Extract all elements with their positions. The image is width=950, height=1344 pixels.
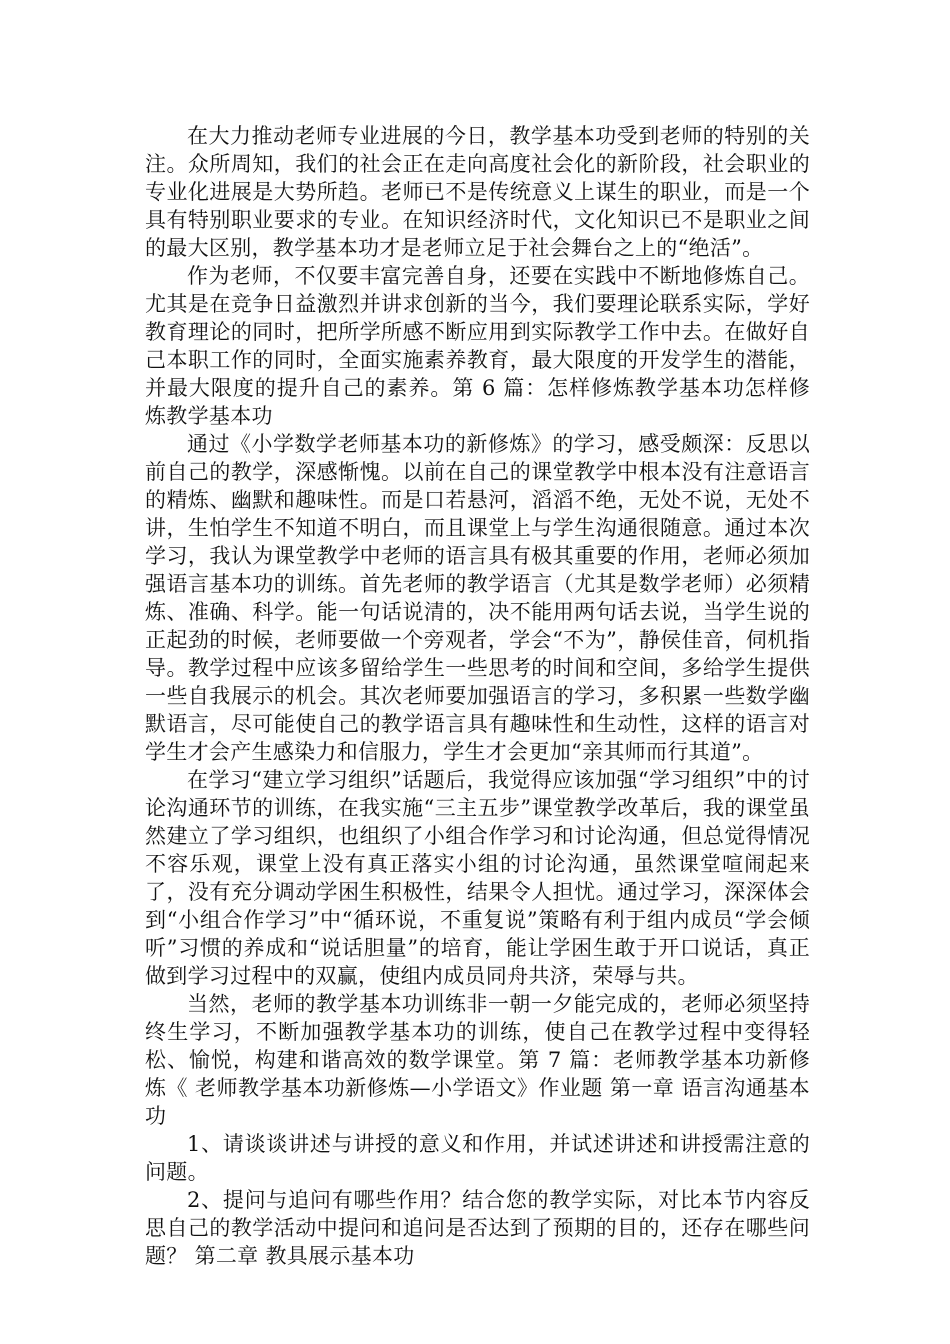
document-body: [145, 122, 810, 1270]
paragraph-teaching-skills-intro: 在大力推动老师专业进展的今日，教学基本功受到老师的特别的关注。众所周知，我们的社会正在走向高度社会化的新阶段，社会职业的专业化进展是大势所趋。老师已不是传统意义上谋生的职业，而是一个具有特别职业要求的专业。在知识经济时代，文化知识已不是职业之间的最大区别，教学基本功才是老师立足于社会舞台之上的“绝活”。: [145, 124, 810, 260]
paragraph-learning-organization: 在学习“建立学习组织”话题后，我觉得应该加强“学习组织”中的讨论沟通环节的训练，在我实施“三主五步”课堂教学改革后，我的课堂虽然建立了学习组织，也组织了小组合作学习和讨论沟通，但总觉得情况不容乐观，课堂上没有真正落实小组的讨论沟通，虽然课堂喧闹起来了，没有充分调动学困生积极性，结果令人担忧。通过学习，深深体会到“小组合作学习”中“循环说，不重复说”策略有利于组内成员“学会倾听”习惯的养成和“说话胆量”的培育，能让学困生敢于开口说话，真正做到学习过程中的双赢，使组内成员同舟共济，荣辱与共。: [145, 768, 810, 988]
question-item-2: 2、提问与追问有哪些作用？结合您的教学实际，对比本节内容反思自己的教学活动中提问和追问是否达到了预期的目的，还存在哪些问题？ 第二章 教具展示基本功: [145, 1188, 810, 1268]
paragraph-lifelong-learning: 当然，老师的教学基本功训练非一朝一夕能完成的，老师必须坚持终生学习，不断加强教学基本功的训练，使自己在教学过程中变得轻松、愉悦，构建和谐高效的数学课堂。第 7 篇：老师教学基本功新修炼《 老师教学基本功新修炼—小学语文》作业题 第一章 语言沟通基本功: [145, 992, 810, 1128]
paragraph-self-cultivation: 作为老师，不仅要丰富完善自身，还要在实践中不断地修炼自己。尤其是在竞争日益激烈并讲求创新的当今，我们要理论联系实际，学好教育理论的同时，把所学所感不断应用到实际教学工作中去。在做好自己本职工作的同时，全面实施素养教育，最大限度的开发学生的潜能，并最大限度的提升自己的素养。第 6 篇：怎样修炼教学基本功怎样修炼教学基本功: [145, 264, 810, 428]
paragraph-language-skills: 通过《小学数学老师基本功的新修炼》的学习，感受颇深：反思以前自己的教学，深感惭愧。以前在自己的课堂教学中根本没有注意语言的精炼、幽默和趣味性。而是口若悬河，滔滔不绝，无处不说，无处不讲，生怕学生不知道不明白，而且课堂上与学生沟通很随意。通过本次学习，我认为课堂教学中老师的语言具有极其重要的作用，老师必须加强语言基本功的训练。首先老师的教学语言（尤其是数学老师）必须精炼、准确、科学。能一句话说清的，决不能用两句话去说，当学生说的正起劲的时候，老师要做一个旁观者，学会“不为”，静侯佳音，伺机指导。教学过程中应该多留给学生一些思考的时间和空间，多给学生提供一些自我展示的机会。其次老师要加强语言的学习，多积累一些数学幽默语言，尽可能使自己的教学语言具有趣味性和生动性，这样的语言对学生才会产生感染力和信服力，学生才会更加“亲其师而行其道”。: [145, 432, 810, 764]
question-item-1: 1、请谈谈讲述与讲授的意义和作用，并试述讲述和讲授需注意的问题。: [145, 1132, 810, 1184]
